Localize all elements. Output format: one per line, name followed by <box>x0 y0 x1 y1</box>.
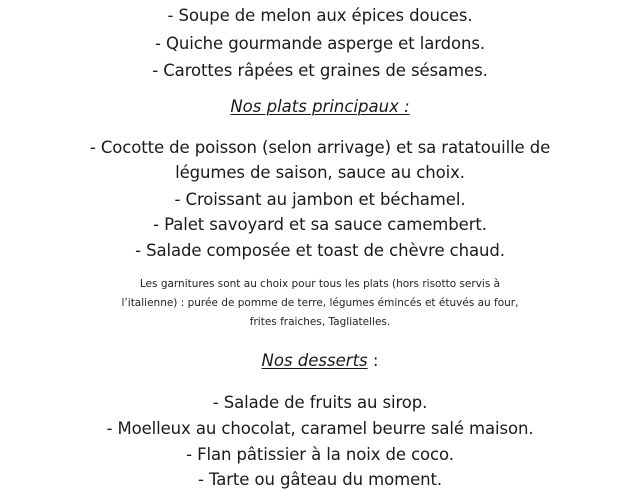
entree-item: - Quiche gourmande asperge et lardons. <box>154 34 485 53</box>
plat-item: - Croissant au jambon et béchamel. <box>174 190 466 209</box>
desserts-heading-suffix: : <box>367 351 379 370</box>
garnitures-note-line: l’italienne) : purée de pomme de terre, légumes émincés et étuvés au four, <box>121 297 519 309</box>
dessert-item: - Salade de fruits au sirop. <box>212 393 428 412</box>
dessert-item: - Flan pâtissier à la noix de coco. <box>186 445 454 464</box>
plats-heading-text: Nos plats principaux : <box>230 97 410 116</box>
garnitures-note-line: frites fraiches, Tagliatelles. <box>249 316 391 328</box>
desserts-heading <box>0 350 640 372</box>
entree-item: - Carottes râpées et graines de sésames. <box>152 61 488 80</box>
plat-item-continuation: légumes de saison, sauce au choix. <box>175 163 465 182</box>
garnitures-note-line: Les garnitures sont au choix pour tous les plats (hors risotto servis à <box>139 278 501 290</box>
dessert-item: - Tarte ou gâteau du moment. <box>197 470 443 489</box>
dessert-item: - Moelleux au chocolat, caramel beurre salé maison. <box>106 419 534 438</box>
desserts-heading-text: Nos desserts <box>261 351 368 370</box>
plat-item: - Palet savoyard et sa sauce camembert. <box>153 215 487 234</box>
plat-item: - Salade composée et toast de chèvre chaud. <box>135 241 505 260</box>
plat-item: - Cocotte de poisson (selon arrivage) et sa ratatouille de <box>89 138 551 157</box>
entree-item: - Soupe de melon aux épices douces. <box>167 6 473 25</box>
plats-heading <box>0 96 640 118</box>
